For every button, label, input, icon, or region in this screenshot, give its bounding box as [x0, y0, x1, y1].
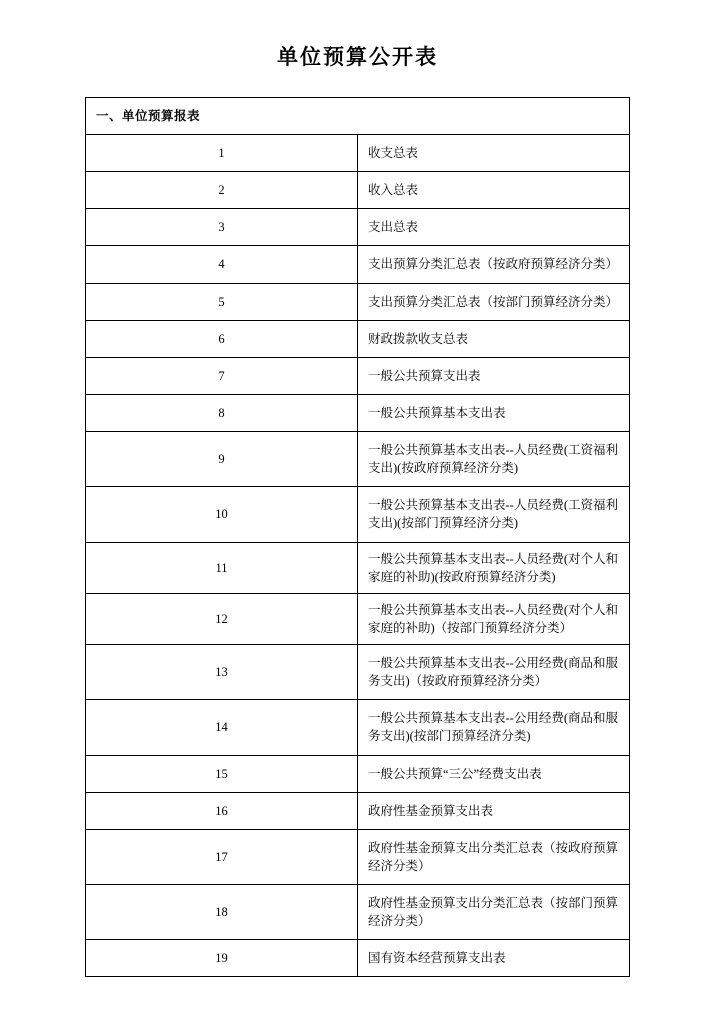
row-title: 政府性基金预算支出分类汇总表（按部门预算经济分类）	[358, 885, 630, 940]
table-row	[86, 320, 630, 357]
row-number: 18	[86, 885, 358, 940]
row-number: 1	[86, 135, 358, 172]
row-title: 一般公共预算基本支出表--公用经费(商品和服务支出)(按部门预算经济分类)	[358, 700, 630, 755]
row-title: 收支总表	[358, 135, 630, 172]
section-header-label: 一、单位预算报表	[86, 98, 630, 135]
row-title: 支出预算分类汇总表（按政府预算经济分类）	[358, 246, 630, 283]
row-title: 支出总表	[358, 209, 630, 246]
row-title: 国有资本经营预算支出表	[358, 940, 630, 977]
row-number: 15	[86, 755, 358, 792]
table-section-row	[86, 98, 630, 135]
table-row	[86, 885, 630, 940]
row-title: 一般公共预算基本支出表--人员经费(对个人和家庭的补助)（按部门预算经济分类）	[358, 593, 630, 644]
table-row	[86, 135, 630, 172]
table-row	[86, 357, 630, 394]
budget-table-container	[85, 97, 630, 977]
page-title: 单位预算公开表	[277, 45, 438, 69]
row-title: 一般公共预算“三公”经费支出表	[358, 755, 630, 792]
row-number: 16	[86, 792, 358, 829]
row-number: 7	[86, 357, 358, 394]
row-number: 10	[86, 487, 358, 542]
table-row	[86, 645, 630, 700]
row-number: 8	[86, 394, 358, 431]
budget-table-body	[86, 98, 630, 977]
table-row	[86, 792, 630, 829]
budget-table	[85, 97, 630, 977]
table-row	[86, 829, 630, 884]
table-row	[86, 487, 630, 542]
row-number: 13	[86, 645, 358, 700]
row-title: 一般公共预算基本支出表--人员经费(对个人和家庭的补助)(按政府预算经济分类)	[358, 542, 630, 593]
row-title: 一般公共预算支出表	[358, 357, 630, 394]
row-title: 财政拨款收支总表	[358, 320, 630, 357]
table-row	[86, 283, 630, 320]
row-number: 17	[86, 829, 358, 884]
row-number: 4	[86, 246, 358, 283]
row-number: 12	[86, 593, 358, 644]
row-number: 14	[86, 700, 358, 755]
row-title: 收入总表	[358, 172, 630, 209]
row-title: 一般公共预算基本支出表--人员经费(工资福利支出)(按政府预算经济分类)	[358, 432, 630, 487]
row-number: 6	[86, 320, 358, 357]
row-title: 一般公共预算基本支出表--公用经费(商品和服务支出)（按政府预算经济分类）	[358, 645, 630, 700]
row-number: 9	[86, 432, 358, 487]
table-row	[86, 593, 630, 644]
table-row	[86, 172, 630, 209]
row-title: 支出预算分类汇总表（按部门预算经济分类）	[358, 283, 630, 320]
table-row	[86, 394, 630, 431]
table-row	[86, 432, 630, 487]
row-number: 5	[86, 283, 358, 320]
row-title: 一般公共预算基本支出表--人员经费(工资福利支出)(按部门预算经济分类)	[358, 487, 630, 542]
row-number: 19	[86, 940, 358, 977]
row-title: 政府性基金预算支出分类汇总表（按政府预算经济分类）	[358, 829, 630, 884]
table-row	[86, 940, 630, 977]
table-row	[86, 542, 630, 593]
table-row	[86, 209, 630, 246]
row-title: 一般公共预算基本支出表	[358, 394, 630, 431]
table-row	[86, 246, 630, 283]
table-row	[86, 755, 630, 792]
row-number: 11	[86, 542, 358, 593]
table-row	[86, 700, 630, 755]
row-number: 2	[86, 172, 358, 209]
row-title: 政府性基金预算支出表	[358, 792, 630, 829]
row-number: 3	[86, 209, 358, 246]
